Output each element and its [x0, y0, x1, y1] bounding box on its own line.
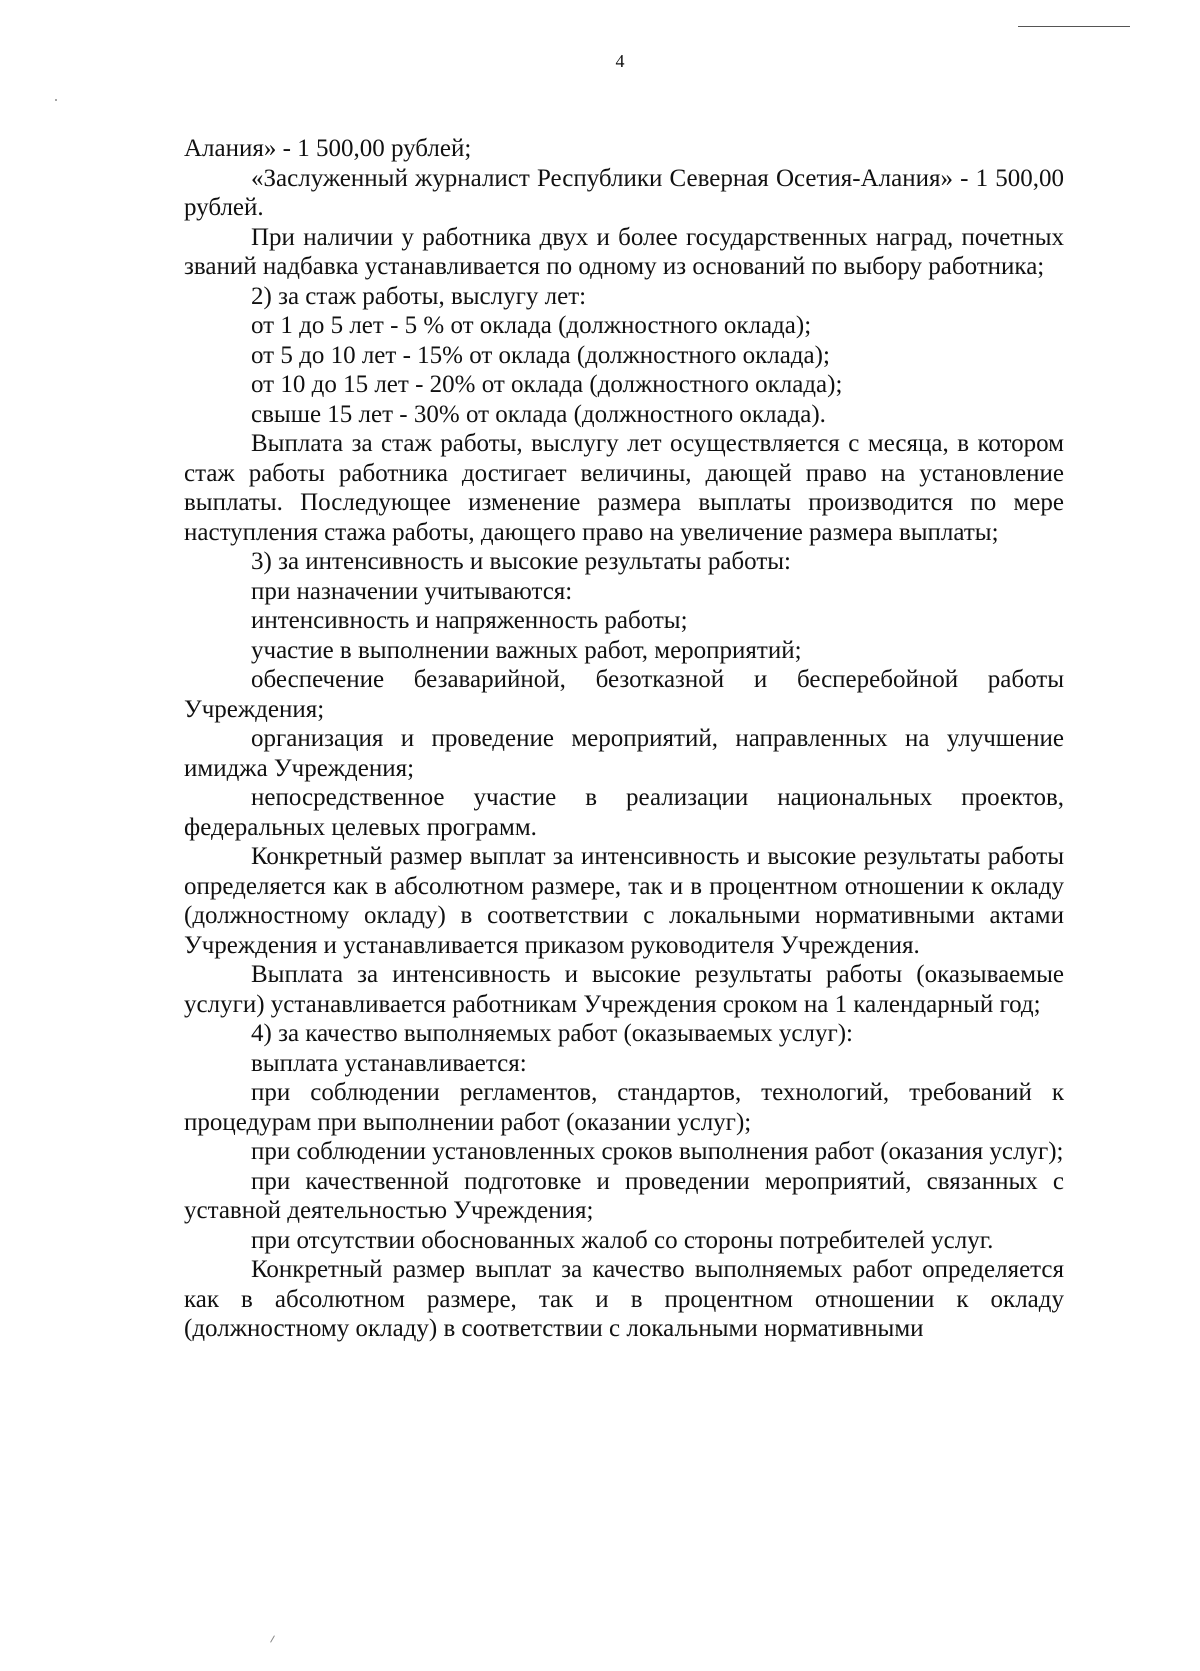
paragraph: 3) за интенсивность и высокие результаты работы:: [251, 548, 791, 575]
paragraph: непосредственное участие в реализации национальных проектов, федеральных целевых программ.: [184, 784, 1064, 841]
page-number: 4: [615, 51, 625, 71]
paragraph: 2) за стаж работы, выслугу лет:: [251, 282, 587, 310]
scan-artifact-line: [1018, 26, 1130, 27]
paragraph: интенсивность и напряженность работы;: [251, 607, 688, 634]
paragraph: Конкретный размер выплат за качество выполняемых работ определяется как в абсолютном размере, так и в процентном отношении к окладу (должностному окладу) в соответствии с локальными нормативными: [184, 1256, 1064, 1342]
document-body: [184, 134, 1064, 1344]
paragraph: участие в выполнении важных работ, мероприятий;: [251, 636, 802, 664]
paragraph: организация и проведение мероприятий, направленных на улучшение имиджа Учреждения;: [184, 725, 1064, 782]
paragraph: от 5 до 10 лет - 15% от оклада (должностного оклада);: [251, 341, 830, 369]
scan-speck: [55, 99, 57, 101]
paragraph: «Заслуженный журналист Республики Северная Осетия-Алания» - 1 500,00 рублей.: [184, 164, 1064, 221]
paragraph: Выплата за интенсивность и высокие результаты работы (оказываемые услуги) устанавливается работникам Учреждения сроком на 1 календарный год;: [184, 961, 1064, 1018]
paragraph: выплата устанавливается:: [251, 1049, 527, 1077]
paragraph: 4) за качество выполняемых работ (оказываемых услуг):: [251, 1020, 853, 1047]
paragraph: свыше 15 лет - 30% от оклада (должностного оклада).: [251, 400, 826, 428]
paragraph: Конкретный размер выплат за интенсивность и высокие результаты работы определяется как в абсолютном размере, так и в процентном отношении к окладу (должностному окладу) в соответствии с локальными нормативными актами Учреждения и устанавливается приказом руководителя Учреждения.: [184, 843, 1064, 959]
paragraph: при отсутствии обоснованных жалоб со стороны потребителей услуг.: [251, 1226, 994, 1254]
paragraph: от 1 до 5 лет - 5 % от оклада (должностного оклада);: [251, 312, 812, 339]
paragraph: Выплата за стаж работы, выслугу лет осуществляется с месяца, в котором стаж работы работника достигает величины, дающей право на установление выплаты. Последующее изменение размера выплаты производится по мере наступления стажа работы, дающего право на увеличение размера выплаты;: [184, 430, 1064, 546]
paragraph: При наличии у работника двух и более государственных наград, почетных званий надбавка устанавливается по одному из оснований по выбору работника;: [184, 223, 1064, 280]
paragraph: при соблюдении регламентов, стандартов, технологий, требований к процедурам при выполнении работ (оказании услуг);: [184, 1079, 1064, 1136]
scan-speck: [270, 1635, 275, 1642]
paragraph: при качественной подготовке и проведении мероприятий, связанных с уставной деятельностью Учреждения;: [184, 1167, 1064, 1224]
paragraph: при назначении учитываются:: [251, 577, 573, 605]
paragraph: при соблюдении установленных сроков выполнения работ (оказания услуг);: [251, 1138, 1064, 1165]
paragraph: Алания» - 1 500,00 рублей;: [184, 135, 472, 162]
paragraph: обеспечение безаварийной, безотказной и бесперебойной работы Учреждения;: [184, 666, 1064, 723]
paragraph: от 10 до 15 лет - 20% от оклада (должностного оклада);: [251, 371, 843, 398]
